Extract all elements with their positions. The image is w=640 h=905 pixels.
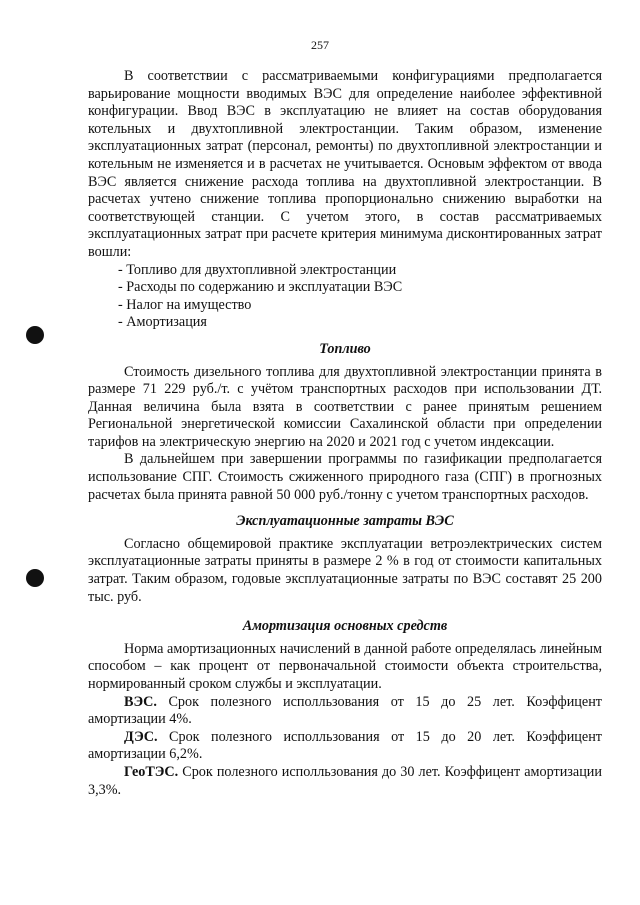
depreciation-item-des xyxy=(88,729,602,764)
depreciation-item-text: Срок полезного исполльзования от 15 до 25 лет. Коэффицент амортизации 4%. xyxy=(88,693,602,728)
cost-items-list xyxy=(88,262,602,332)
opex-paragraph: Согласно общемировой практике эксплуатации ветроэлектрических систем эксплуатационные затраты приняты в размере 2 % в год от стоимости капитальных затрат. Таким образом, годовые эксплуатационные затраты по ВЭС составят 25 200 тыс. руб. xyxy=(88,535,602,605)
binder-hole-icon xyxy=(26,569,44,587)
depreciation-item-label: ДЭС. xyxy=(124,728,158,745)
depreciation-item-text: Срок полезного исполльзования до 30 лет. Коэффицент амортизации 3,3%. xyxy=(88,763,602,798)
depreciation-item-label: ВЭС. xyxy=(124,693,157,710)
list-item: - Топливо для двухтопливной электростанции xyxy=(118,261,397,278)
depreciation-item-label: ГеоТЭС. xyxy=(124,763,179,780)
depreciation-item-geotes xyxy=(88,764,602,799)
fuel-paragraph-1: Стоимость дизельного топлива для двухтопливной электростанции принята в размере 71 229 руб./т. с учётом транспортных расходов при использовании ДТ. Данная величина была взята в соответствии с ранее принятым решением Региональной энергетической комиссии Сахалинской области при определении тарифов на электрическую энергию на 2020 и 2021 год с учетом индексации. xyxy=(88,363,602,450)
intro-paragraph: В соответствии с рассматриваемыми конфигурациями предполагается варьирование мощности вводимых ВЭС для определение наиболее эффективной конфигурации. Ввод ВЭС в эксплуатацию не влияет на состав оборудования котельных и двухтопливной электростанции. Таким образом, изменение эксплуатационных затрат (персонал, ремонты) по двухтопливной электростанции и котельным не изменяется и в расчетах не учитывается. Основым эффектом от ввода ВЭС является снижение расхода топлива на двухтопливной электростанции. В расчетах учтено снижение топлива пропорционально снижению выработки на соответствующей станции. С учетом этого, в состав рассматриваемых эксплуатационных затрат при расчете критерия минимума дисконтированных затрат вошли: xyxy=(88,68,602,260)
opex-heading: Эксплуатационные затраты ВЭС xyxy=(236,513,454,530)
list-item: - Амортизация xyxy=(118,314,207,331)
depreciation-item-text: Срок полезного исполльзования от 15 до 20 лет. Коэффицент амортизации 6,2%. xyxy=(88,728,602,763)
depreciation-item-ves xyxy=(88,694,602,729)
list-item: - Расходы по содержанию и эксплуатации ВЭС xyxy=(118,279,403,296)
binder-hole-icon xyxy=(26,326,44,344)
document-body xyxy=(88,68,602,799)
fuel-heading: Топливо xyxy=(319,340,371,357)
fuel-paragraph-2: В дальнейшем при завершении программы по газификации предполагается использование СПГ. Стоимость сжиженного природного газа (СПГ) в прогнозных расчетах была принята равной 50 000 руб./тонну с учетом транспортных расходов. xyxy=(88,451,602,503)
depreciation-heading: Амортизация основных средств xyxy=(242,618,448,635)
depreciation-paragraph: Норма амортизационных начислений в данной работе определялась линейным способом – как процент от первоначальной стоимости объекта строительства, нормированный сроком службы и эксплуатации. xyxy=(88,640,602,692)
page-number: 257 xyxy=(311,38,329,52)
list-item: - Налог на имущество xyxy=(118,296,252,313)
